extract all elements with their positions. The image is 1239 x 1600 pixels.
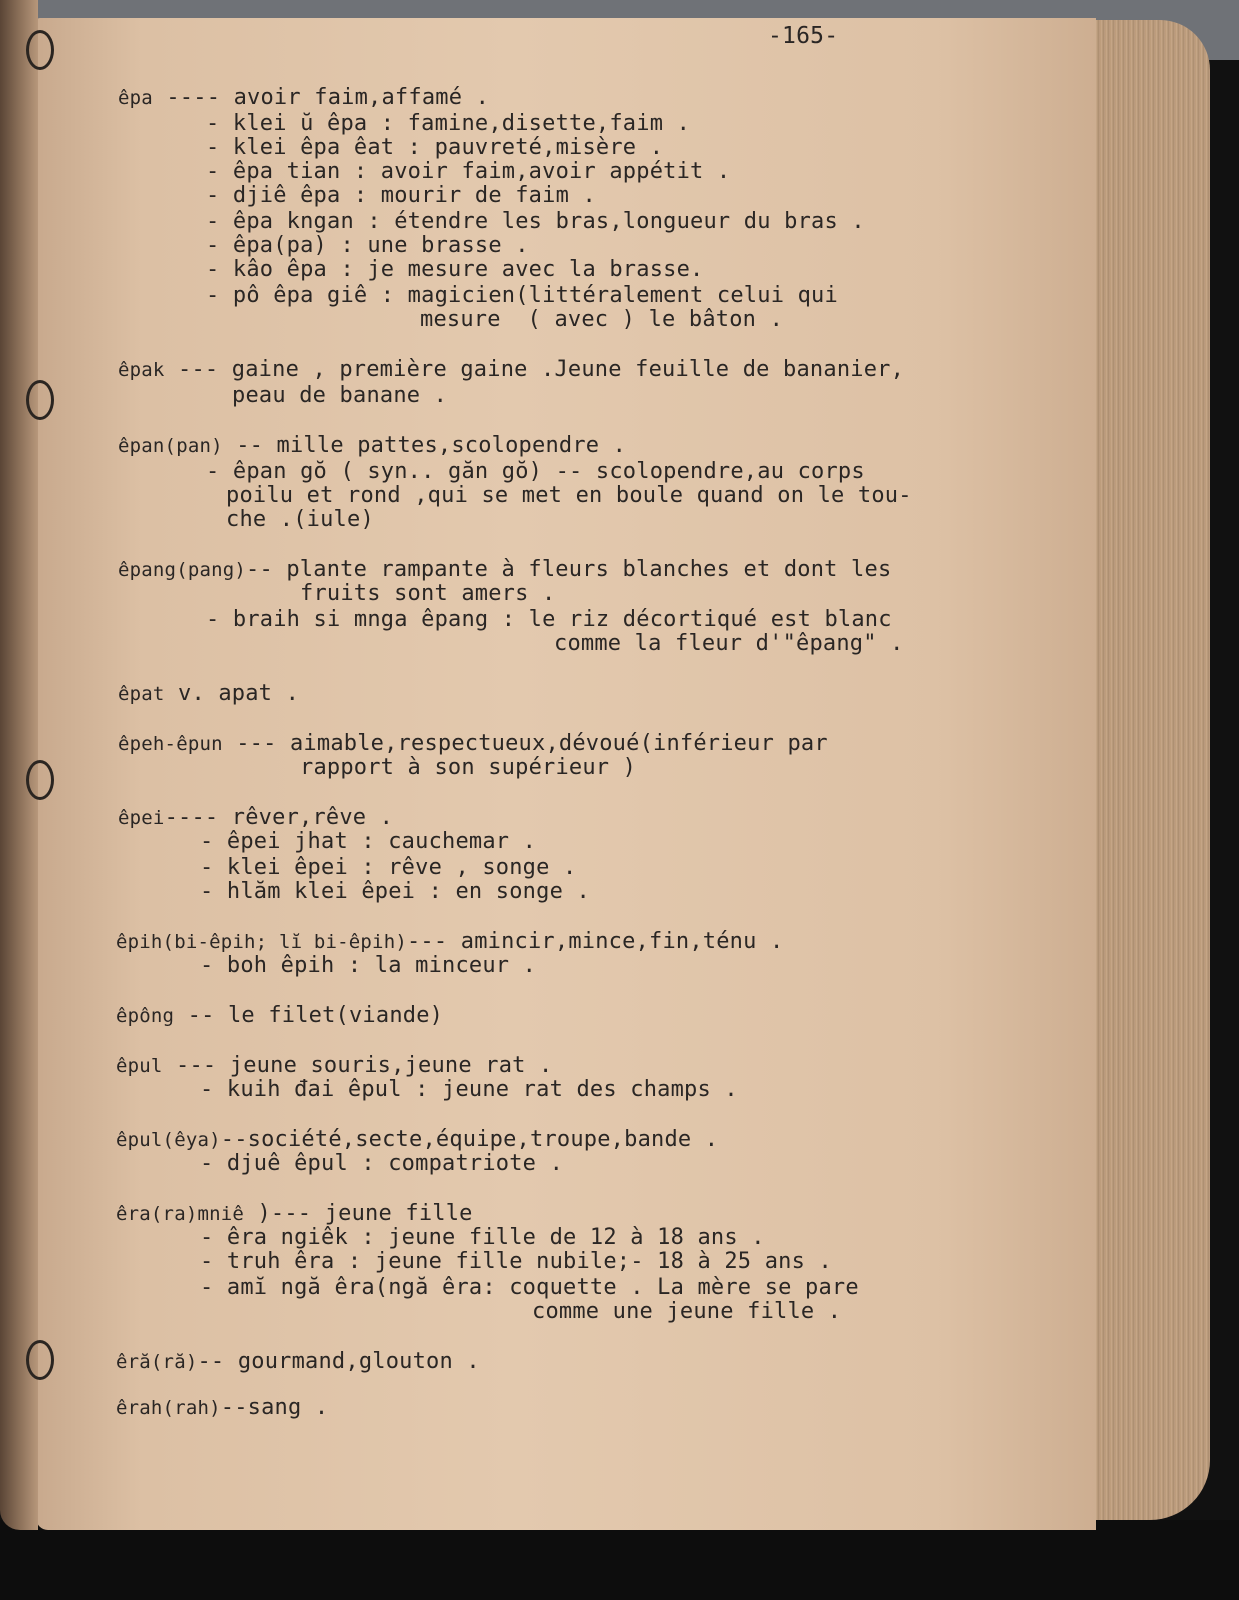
entry-line	[118, 86, 489, 110]
entry-text: -- plante rampante à fleurs blanches et dont les	[246, 557, 892, 582]
headword: êpa	[118, 87, 153, 109]
entry-line: - amĭ ngă êra(ngă êra: coquette . La mère se pare	[200, 1275, 859, 1300]
entry-line	[116, 1128, 718, 1152]
entry-line	[118, 558, 891, 582]
headword: êră(ră)	[116, 1351, 198, 1373]
binding-ring	[26, 760, 54, 800]
entry-text: --sang .	[220, 1395, 329, 1420]
entry-line	[116, 1004, 443, 1028]
entry-line	[116, 1350, 480, 1374]
headword: êpat	[118, 683, 165, 705]
entry-line: peau de banane .	[232, 383, 448, 408]
entry-line: - boh êpih : la minceur .	[200, 953, 537, 978]
binding-ring	[26, 1340, 54, 1380]
entry-line: - kâo êpa : je mesure avec la brasse.	[206, 257, 704, 282]
entry-line: - hlăm klei êpei : en songe .	[200, 879, 590, 904]
background-bottom	[0, 1520, 1239, 1600]
headword: êpul(êya)	[116, 1129, 221, 1151]
entry-line	[116, 930, 783, 954]
entry-line: - êpa tian : avoir faim,avoir appétit .	[206, 159, 731, 184]
headword: êpang(pang)	[118, 559, 247, 581]
page-number: -165-	[768, 23, 839, 49]
entry-text: )--- jeune fille	[244, 1201, 473, 1226]
entry-line	[118, 682, 299, 706]
entry-text: --- gaine , première gaine .Jeune feuille de bananier,	[164, 357, 905, 382]
entry-line: comme la fleur d'"êpang" .	[554, 631, 904, 656]
headword: êpei	[118, 807, 165, 829]
entry-line	[118, 732, 828, 756]
entry-line: poilu et rond ,qui se met en boule quand on le tou-	[226, 483, 912, 508]
binding-ring	[26, 380, 54, 420]
headword: êpông	[116, 1005, 175, 1027]
entry-line: - djiê êpa : mourir de faim .	[206, 183, 596, 208]
entry-line: - êpa(pa) : une brasse .	[206, 233, 529, 258]
entry-line	[118, 434, 626, 458]
entry-line	[116, 1396, 328, 1420]
entry-line: fruits sont amers .	[300, 581, 556, 606]
entry-line: - klei êpa êat : pauvreté,misère .	[206, 135, 664, 160]
entry-text: --- jeune souris,jeune rat .	[162, 1053, 553, 1078]
entry-text: ---- rêver,rêve .	[164, 805, 394, 830]
entry-text: -- le filet(viande)	[174, 1003, 444, 1028]
entry-line: - braih si mnga êpang : le riz décortiqué est blanc	[206, 607, 892, 632]
entry-line: che .(iule)	[226, 507, 374, 532]
entry-text: -- mille pattes,scolopendre .	[222, 433, 627, 458]
entry-line: - êpei jhat : cauchemar .	[200, 829, 537, 854]
entry-line: rapport à son supérieur )	[300, 755, 637, 780]
entry-line: - kuih đai êpul : jeune rat des champs .	[200, 1077, 738, 1102]
entry-line: - klei êpei : rêve , songe .	[200, 855, 577, 880]
headword: êpeh-êpun	[118, 733, 223, 755]
entry-line: mesure ( avec ) le bâton .	[420, 307, 784, 332]
headword: êrah(rah)	[116, 1397, 221, 1419]
entry-line: - êpa kngan : étendre les bras,longueur du bras .	[206, 209, 865, 234]
entry-line: - êra ngiêk : jeune fille de 12 à 18 ans .	[200, 1225, 765, 1250]
entry-line: - pô êpa giê : magicien(littéralement celui qui	[206, 283, 838, 308]
entry-text: -- gourmand,glouton .	[197, 1349, 480, 1374]
entry-line: - djuê êpul : compatriote .	[200, 1151, 564, 1176]
entry-line	[118, 358, 904, 382]
headword: êpak	[118, 359, 165, 381]
binding-ring	[26, 30, 54, 70]
entry-line: comme une jeune fille .	[532, 1299, 842, 1324]
book-fore-edge	[1090, 20, 1210, 1520]
entry-text: --- aimable,respectueux,dévoué(inférieur par	[222, 731, 828, 756]
entry-text: --- amincir,mince,fin,ténu .	[406, 929, 784, 954]
entry-line	[116, 1054, 552, 1078]
entry-line	[116, 1202, 473, 1226]
headword: êpan(pan)	[118, 435, 223, 457]
entry-text: ---- avoir faim,affamé .	[152, 85, 490, 110]
entry-text: v. apat .	[164, 681, 300, 706]
headword: êra(ra)mniê	[116, 1203, 245, 1225]
entry-line: - êpan gŏ ( syn.. găn gŏ) -- scolopendre,au corps	[206, 459, 865, 484]
entry-line: - truh êra : jeune fille nubile;- 18 à 25 ans .	[200, 1249, 832, 1274]
entry-line: - klei ŭ êpa : famine,disette,faim .	[206, 111, 691, 136]
entry-text: --société,secte,équipe,troupe,bande .	[220, 1127, 719, 1152]
entry-line	[118, 806, 393, 830]
headword: êpul	[116, 1055, 163, 1077]
headword: êpih(bi-êpih; lĭ bi-êpih)	[116, 931, 407, 953]
